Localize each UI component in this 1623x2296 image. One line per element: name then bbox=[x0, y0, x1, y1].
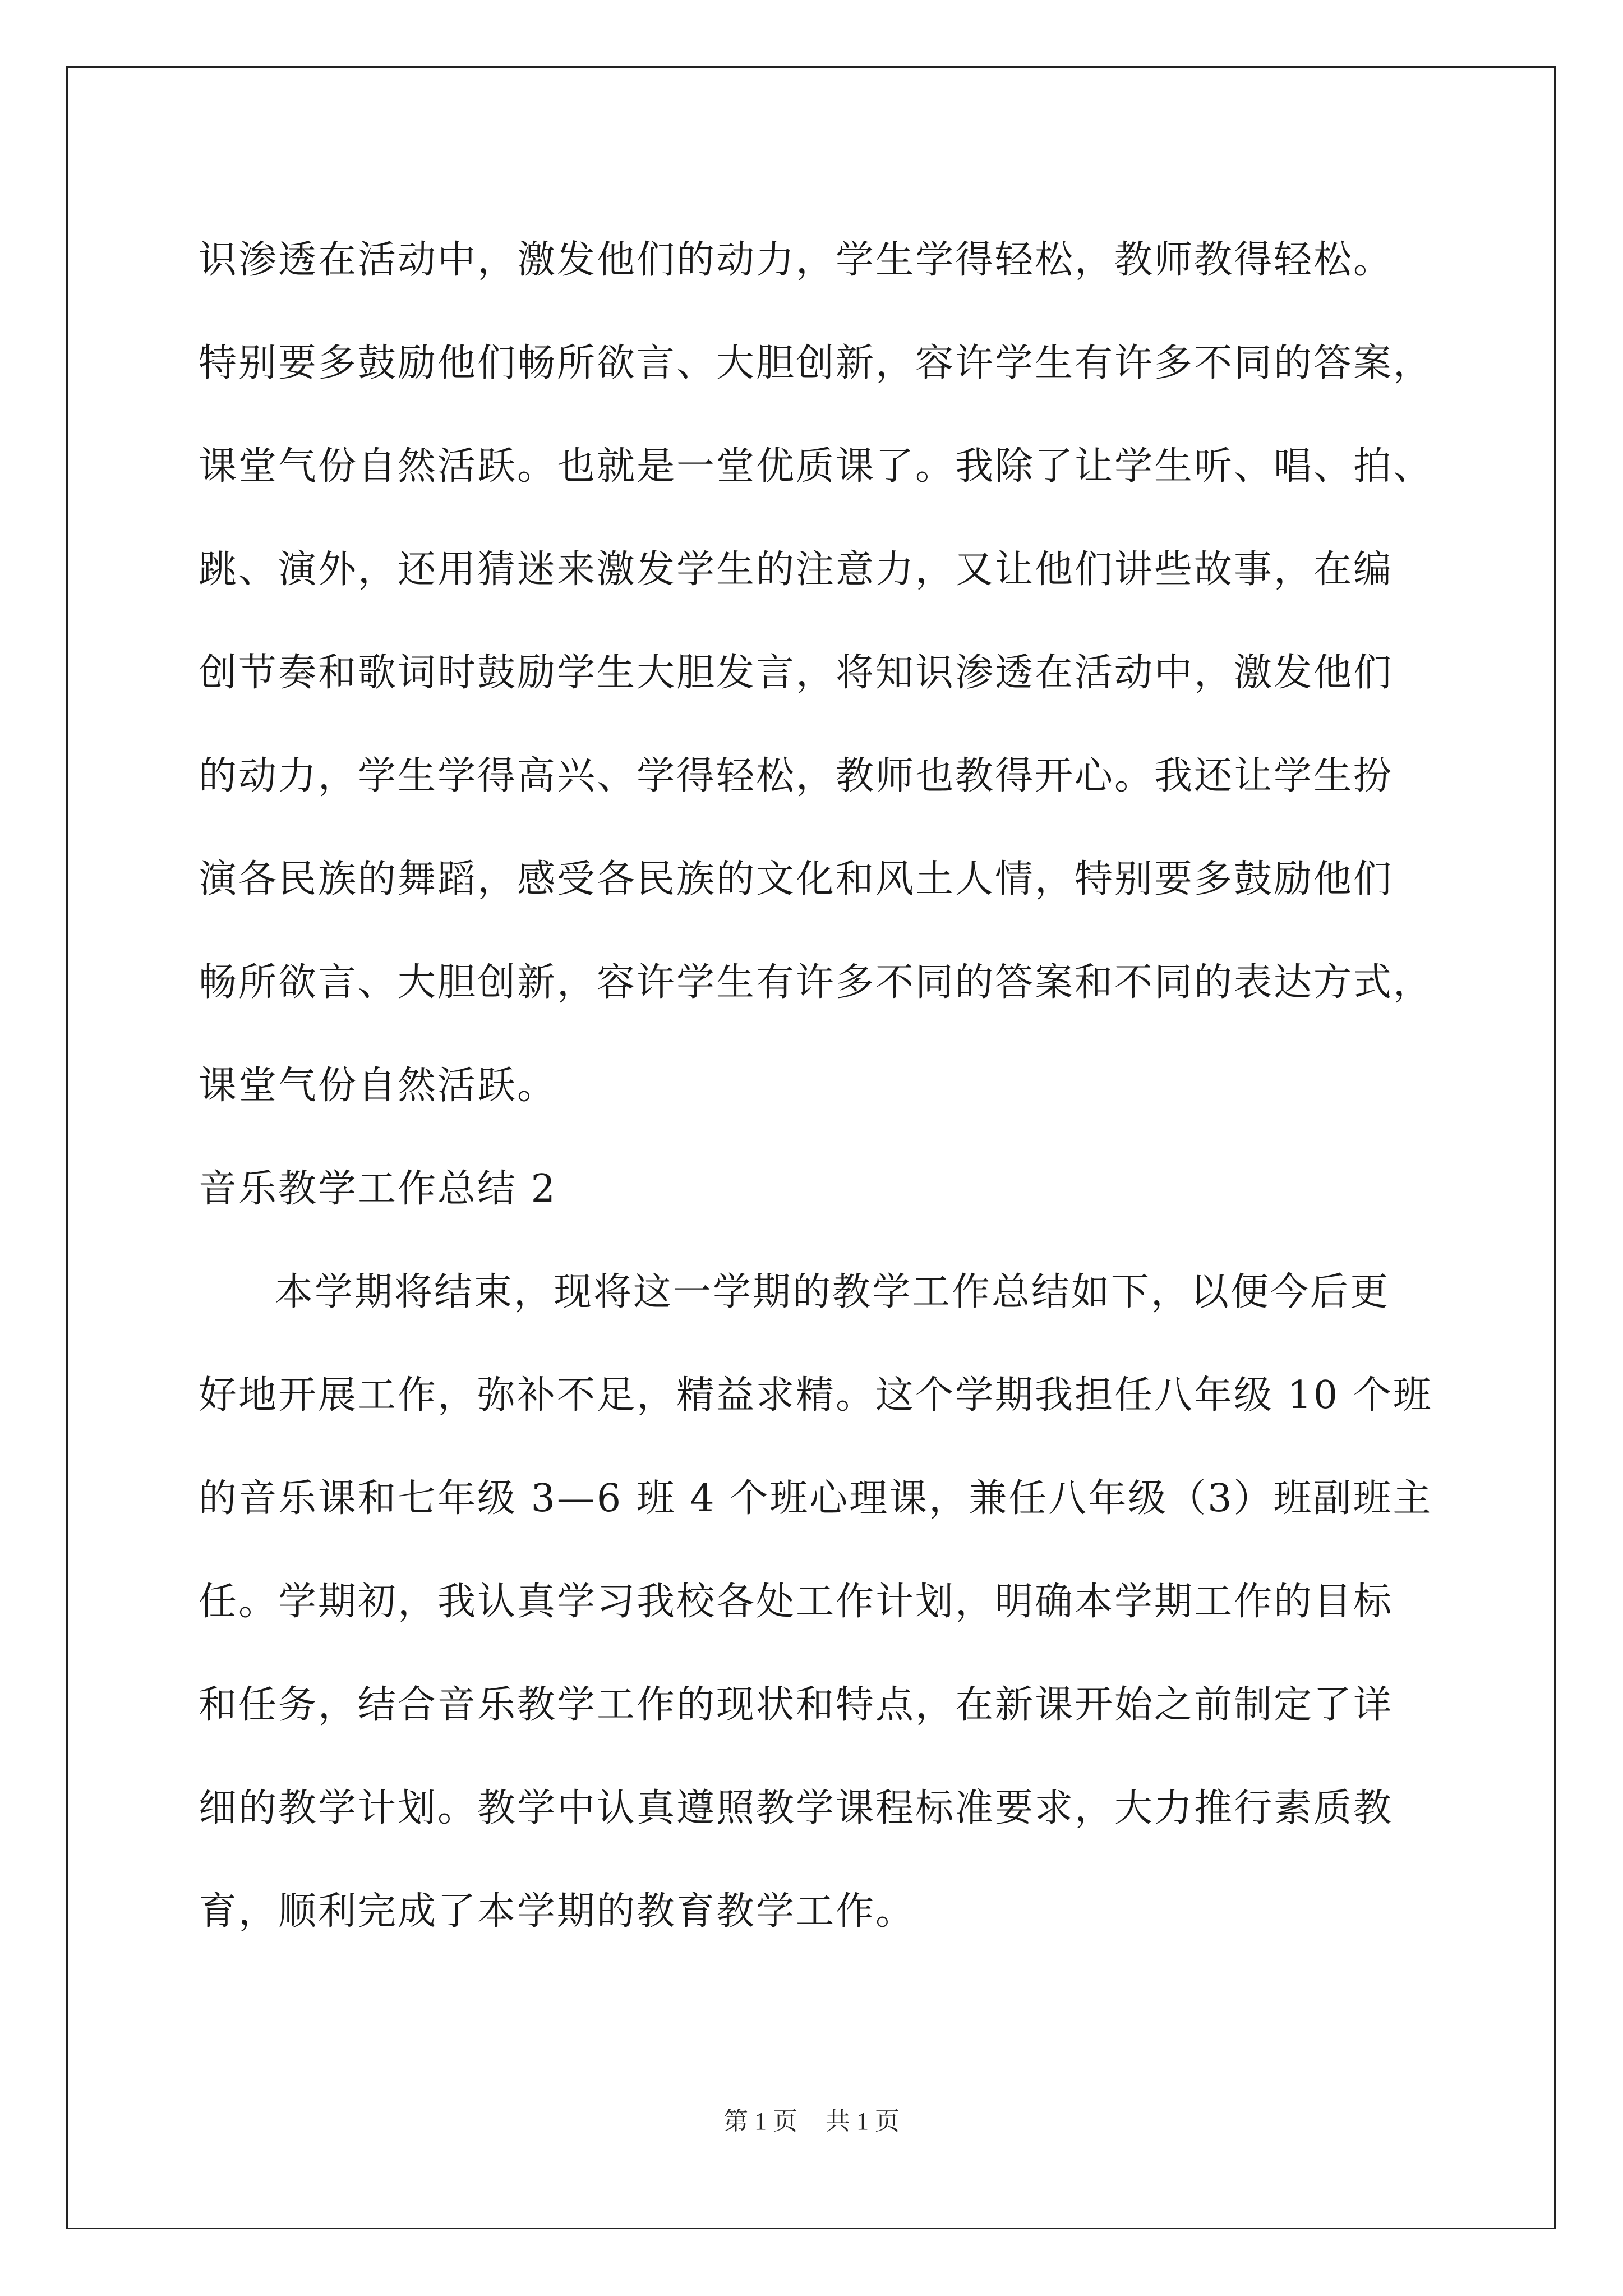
page-total: 共 1 页 bbox=[826, 2108, 900, 2135]
paragraph-line: 跳、演外，还用猜迷来激发学生的注意力，又让他们讲些故事，在编 bbox=[199, 547, 1394, 592]
paragraph-1 bbox=[199, 209, 1433, 1138]
paragraph-line: 细的教学计划。教学中认真遵照教学课程标准要求，大力推行素质教 bbox=[199, 1786, 1394, 1830]
paragraph-line: 育，顺利完成了本学期的教育教学工作。 bbox=[199, 1889, 916, 1934]
paragraph-line: 识渗透在活动中，激发他们的动力，学生学得轻松，教师教得轻松。 bbox=[199, 238, 1394, 282]
paragraph-line: 任。学期初，我认真学习我校各处工作计划，明确本学期工作的目标 bbox=[199, 1580, 1394, 1624]
paragraph-line: 课堂气份自然活跃。也就是一堂优质课了。我除了让学生听、唱、拍、 bbox=[199, 444, 1433, 489]
section-title: 音乐教学工作总结 2 bbox=[199, 1167, 557, 1211]
paragraph-line: 课堂气份自然活跃。 bbox=[199, 1064, 557, 1108]
paragraph-line: 的动力，学生学得高兴、学得轻松，教师也教得开心。我还让学生扮 bbox=[199, 754, 1394, 798]
paragraph-line: 好地开展工作，弥补不足，精益求精。这个学期我担任八年级 10 个班 bbox=[199, 1373, 1433, 1418]
paragraph-line: 的音乐课和七年级 3—6 班 4 个班心理课，兼任八年级（3）班副班主 bbox=[199, 1476, 1433, 1521]
paragraph-2 bbox=[199, 1241, 1433, 1963]
paragraph-line: 本学期将结束，现将这一学期的教学工作总结如下，以便今后更 bbox=[275, 1270, 1390, 1314]
paragraph-line: 和任务，结合音乐教学工作的现状和特点，在新课开始之前制定了详 bbox=[199, 1683, 1394, 1727]
paragraph-line: 演各民族的舞蹈，感受各民族的文化和风土人情，特别要多鼓励他们 bbox=[199, 857, 1394, 901]
page-number: 第 1 页 bbox=[723, 2108, 797, 2135]
paragraph-line: 畅所欲言、大胆创新，容许学生有许多不同的答案和不同的表达方式， bbox=[199, 960, 1433, 1005]
document-body bbox=[199, 209, 1433, 1963]
paragraph-line: 特别要多鼓励他们畅所欲言、大胆创新，容许学生有许多不同的答案， bbox=[199, 341, 1433, 385]
paragraph-line: 创节奏和歌词时鼓励学生大胆发言，将知识渗透在活动中，激发他们 bbox=[199, 651, 1394, 695]
page-footer bbox=[0, 2105, 1623, 2138]
